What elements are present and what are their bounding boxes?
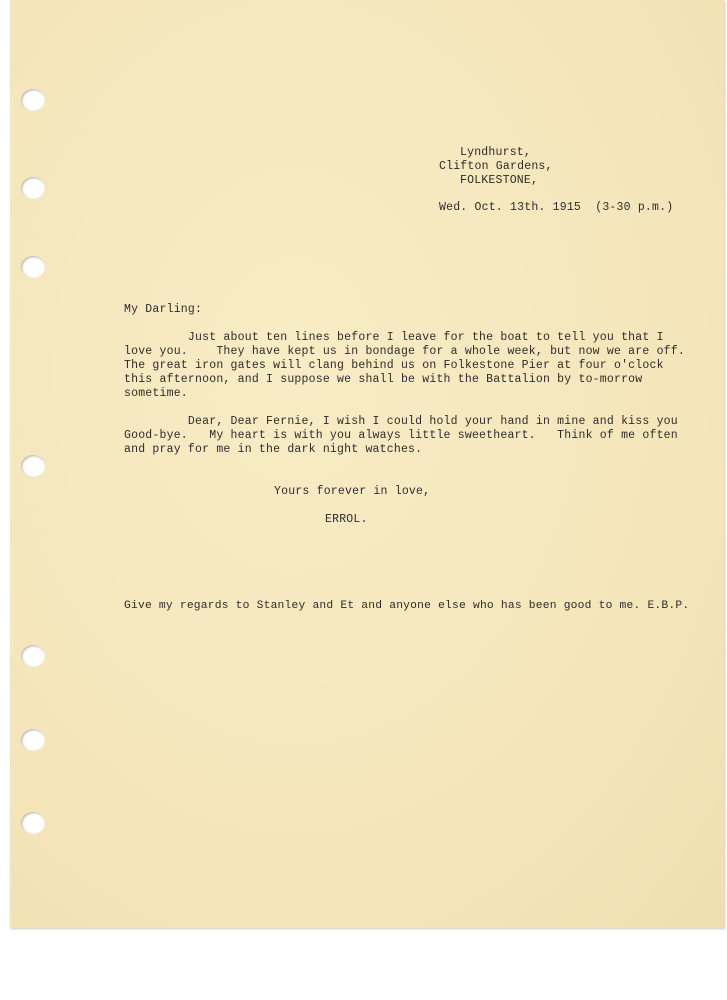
body-line: Dear, Dear Fernie, I wish I could hold your hand in mine and kiss you xyxy=(124,415,678,428)
body-line: love you. They have kept us in bondage for a whole week, but now we are off. xyxy=(124,345,685,358)
punch-hole xyxy=(21,177,45,199)
salutation: My Darling: xyxy=(124,303,203,316)
letter-page xyxy=(10,0,724,928)
postscript: Give my regards to Stanley and Et and anyone else who has been good to me. E.B.P. xyxy=(124,600,690,612)
punch-hole xyxy=(21,729,45,751)
signature: ERROL. xyxy=(325,513,368,526)
closing: Yours forever in love, xyxy=(274,485,431,498)
body-line: Just about ten lines before I leave for the boat to tell you that I xyxy=(124,331,664,344)
punch-hole xyxy=(21,812,45,834)
address-line: Lyndhurst, xyxy=(460,146,532,159)
punch-hole xyxy=(21,89,45,111)
body-line: Good-bye. My heart is with you always little sweetheart. Think of me often xyxy=(124,429,678,442)
body-line: and pray for me in the dark night watches. xyxy=(124,443,423,456)
body-line: this afternoon, and I suppose we shall be with the Battalion by to-morrow xyxy=(124,373,643,386)
address-line: Clifton Gardens, xyxy=(439,160,553,173)
address-line: FOLKESTONE, xyxy=(460,174,539,187)
body-line: The great iron gates will clang behind us on Folkestone Pier at four o'clock xyxy=(124,359,664,372)
punch-hole xyxy=(21,455,45,477)
punch-hole xyxy=(21,256,45,278)
body-line: sometime. xyxy=(124,387,188,400)
letter-date: Wed. Oct. 13th. 1915 (3-30 p.m.) xyxy=(439,201,674,214)
punch-hole xyxy=(21,645,45,667)
